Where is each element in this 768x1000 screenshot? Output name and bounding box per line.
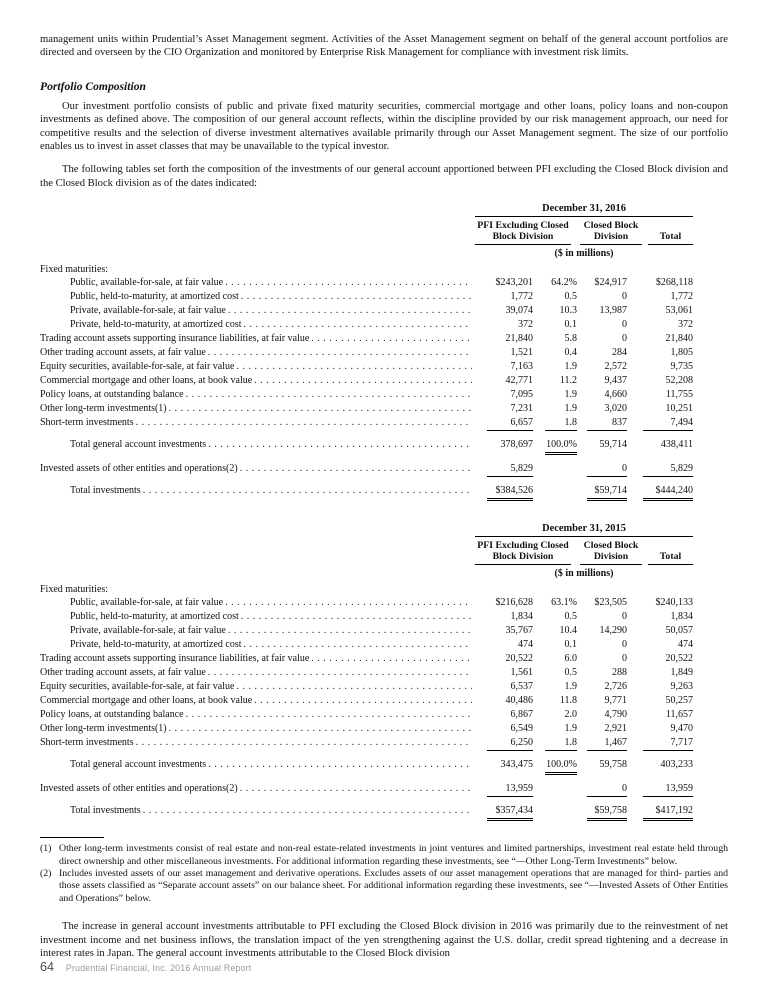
table-row bbox=[40, 276, 728, 290]
section-heading: Portfolio Composition bbox=[40, 79, 146, 93]
row-label: Short-term investments . . . bbox=[40, 416, 475, 431]
dot-leader bbox=[240, 462, 472, 477]
row-label: Public, held-to-maturity, at amortized cost . . . bbox=[40, 610, 475, 624]
table-row bbox=[40, 304, 728, 318]
table-row bbox=[40, 708, 728, 722]
cell-pfi-amount: 40,486 bbox=[505, 695, 533, 707]
cell-pfi-percent: 11.2 bbox=[559, 375, 577, 387]
table-row bbox=[40, 624, 728, 638]
cell-pfi-percent: 1.9 bbox=[564, 361, 577, 373]
cell-total-amount: 1,834 bbox=[670, 611, 693, 623]
cell-closed-block-amount bbox=[577, 583, 627, 596]
table-row bbox=[40, 638, 728, 652]
row-label: Trading account assets supporting insurance liabilities, at fair value . . . bbox=[40, 652, 475, 666]
cell-pfi-percent: 0.1 bbox=[564, 319, 577, 331]
cell-total-amount: 5,829 bbox=[627, 462, 693, 477]
dot-leader bbox=[241, 610, 472, 624]
cell-pfi-amount: 6,867 bbox=[510, 709, 533, 721]
cell-closed-block-amount: $59,758 bbox=[577, 804, 627, 821]
row-label: Fixed maturities: bbox=[40, 584, 109, 596]
cell-pfi-percent bbox=[533, 263, 577, 276]
row-label: Invested assets of other entities and operations(2) . . . bbox=[40, 462, 475, 477]
cell-closed-block-amount: 4,790 bbox=[604, 709, 627, 721]
table-row bbox=[40, 263, 728, 276]
table-row bbox=[40, 596, 728, 610]
cell-pfi-percent: 100.0% bbox=[533, 438, 577, 455]
cell-closed-block-amount: 0 bbox=[622, 639, 627, 651]
footnote-marker: (1) bbox=[40, 843, 52, 855]
cell-total-amount: 1,849 bbox=[670, 667, 693, 679]
table-row bbox=[40, 722, 728, 736]
table-row bbox=[40, 318, 728, 332]
cell-pfi-amount: 5,829 bbox=[475, 462, 533, 477]
dot-leader bbox=[208, 666, 472, 680]
cell-pfi-amount: 372 bbox=[518, 319, 533, 331]
cell-total-amount: 7,717 bbox=[627, 736, 693, 751]
cell-pfi-amount: 343,475 bbox=[500, 759, 533, 771]
dot-leader bbox=[311, 332, 472, 346]
col-header-closed-block: Closed Block Division bbox=[580, 220, 642, 245]
cell-pfi-percent: 1.9 bbox=[564, 389, 577, 401]
tables-intro-paragraph: The following tables set forth the composition of the investments of our general account apportioned between PFI excluding the Closed Block division and the Closed Block division as of the dates indicated: bbox=[40, 164, 728, 189]
cell-pfi-amount: 13,959 bbox=[475, 782, 533, 797]
col-header-pfi: PFI Excluding Closed Block Division bbox=[475, 220, 571, 245]
cell-pfi-amount: $384,526 bbox=[475, 484, 533, 501]
dot-leader bbox=[241, 290, 472, 304]
cell-pfi-percent: 10.3 bbox=[559, 305, 577, 317]
page-number: 64 bbox=[40, 960, 54, 974]
cell-closed-block-amount: 4,660 bbox=[604, 389, 627, 401]
table-row bbox=[40, 666, 728, 680]
cell-total-amount: 52,208 bbox=[665, 375, 693, 387]
cell-closed-block-amount: 59,714 bbox=[599, 439, 627, 451]
cell-closed-block-amount: 14,290 bbox=[599, 625, 627, 637]
cell-closed-block-amount: 0 bbox=[622, 653, 627, 665]
cell-pfi-percent: 1.8 bbox=[533, 416, 577, 431]
table-row bbox=[40, 290, 728, 304]
dot-leader bbox=[169, 402, 472, 416]
table-date-header: December 31, 2015 bbox=[475, 523, 693, 537]
intro-paragraph: Our investment portfolio consists of public and private fixed maturity securities, commercial mortgage and other loans, policy loans and non-coupon investments as defined above. The composition of our general account reflects, within the discipline provided by our risk management approach, our need for competitive results and the selection of diverse investment alternatives available primarily through our Asset Management segment. The size of our portfolio enables us to invest in asset classes that may be unavailable to the typical investor. bbox=[40, 100, 728, 153]
cell-closed-block-amount: 3,020 bbox=[604, 403, 627, 415]
cell-closed-block-amount: 2,572 bbox=[604, 361, 627, 373]
cell-pfi-percent: 1.9 bbox=[564, 723, 577, 735]
cell-total-amount: 1,805 bbox=[670, 347, 693, 359]
dot-leader bbox=[244, 638, 472, 652]
table-row bbox=[40, 374, 728, 388]
cell-total-amount: 21,840 bbox=[665, 333, 693, 345]
total-general-row bbox=[40, 758, 728, 775]
footnote-1 bbox=[40, 843, 728, 868]
cell-pfi-amount bbox=[475, 263, 533, 276]
cell-closed-block-amount: 9,437 bbox=[604, 375, 627, 387]
dot-leader bbox=[240, 782, 472, 797]
dot-leader bbox=[254, 374, 472, 388]
row-label: Invested assets of other entities and operations(2) . . . bbox=[40, 782, 475, 797]
row-label: Total general account investments . . . bbox=[40, 438, 475, 455]
cell-total-amount: 9,735 bbox=[670, 361, 693, 373]
page-footer bbox=[40, 960, 251, 974]
table-row bbox=[40, 583, 728, 596]
units-label: ($ in millions) bbox=[554, 568, 614, 580]
table-rows-2016 bbox=[40, 263, 728, 431]
cell-pfi-amount: 39,074 bbox=[505, 305, 533, 317]
table-row bbox=[40, 332, 728, 346]
row-label: Policy loans, at outstanding balance . . . bbox=[40, 708, 475, 722]
cell-total-amount: 1,772 bbox=[670, 291, 693, 303]
dot-leader bbox=[143, 804, 472, 821]
total-investments-row bbox=[40, 484, 728, 501]
cell-total-amount: 7,494 bbox=[627, 416, 693, 431]
table-row bbox=[40, 388, 728, 402]
cell-closed-block-amount: 837 bbox=[577, 416, 627, 431]
cell-total-amount: 9,263 bbox=[670, 681, 693, 693]
footnote-2 bbox=[40, 868, 728, 905]
col-header-pfi: PFI Excluding Closed Block Division bbox=[475, 540, 571, 565]
cell-closed-block-amount: 0 bbox=[577, 782, 627, 797]
cell-pfi-amount: $357,434 bbox=[475, 804, 533, 821]
cell-pfi-percent bbox=[533, 782, 577, 797]
cell-pfi-percent bbox=[533, 462, 577, 477]
dot-leader bbox=[236, 360, 472, 374]
row-label: Commercial mortgage and other loans, at book value . . . bbox=[40, 374, 475, 388]
row-label: Public, available-for-sale, at fair value . . . bbox=[40, 276, 475, 290]
cell-closed-block-amount: 284 bbox=[612, 347, 627, 359]
cell-pfi-amount bbox=[475, 583, 533, 596]
total-investments-row bbox=[40, 804, 728, 821]
invested-assets-row bbox=[40, 462, 728, 477]
cell-pfi-percent: 0.5 bbox=[564, 291, 577, 303]
footnote-text: Includes invested assets of our asset management and derivative operations. Excludes assets of our asset management operations that are managed for third- parties and those assets classified as “Separate account assets” on our balance sheet. For additional information regarding these investments, see “—Invested Assets of Other Entities and Operations” below. bbox=[59, 868, 728, 904]
cell-total-amount: 50,057 bbox=[665, 625, 693, 637]
cell-total-amount: 11,657 bbox=[665, 709, 693, 721]
table-header-2016 bbox=[40, 203, 728, 263]
col-header-closed-block: Closed Block Division bbox=[580, 540, 642, 565]
cell-total-amount: 9,470 bbox=[670, 723, 693, 735]
row-label: Policy loans, at outstanding balance . . . bbox=[40, 388, 475, 402]
dot-leader bbox=[225, 276, 472, 290]
dot-leader bbox=[311, 652, 472, 666]
row-label: Private, held-to-maturity, at amortized cost . . . bbox=[40, 318, 475, 332]
cell-pfi-percent bbox=[533, 804, 577, 821]
cell-closed-block-amount: 9,771 bbox=[604, 695, 627, 707]
row-label: Other long-term investments(1) . . . bbox=[40, 402, 475, 416]
cell-pfi-percent: 6.0 bbox=[564, 653, 577, 665]
cell-pfi-percent: 1.8 bbox=[533, 736, 577, 751]
cell-pfi-amount: 20,522 bbox=[505, 653, 533, 665]
cell-pfi-percent: 0.1 bbox=[564, 639, 577, 651]
footnote-divider bbox=[40, 837, 104, 838]
cell-pfi-percent: 63.1% bbox=[551, 597, 577, 609]
cell-total-amount: 474 bbox=[678, 639, 693, 651]
cell-pfi-amount: $216,628 bbox=[495, 597, 533, 609]
row-label: Commercial mortgage and other loans, at book value . . . bbox=[40, 694, 475, 708]
cell-closed-block-amount: $24,917 bbox=[594, 277, 627, 289]
table-header-2015 bbox=[40, 523, 728, 583]
dot-leader bbox=[186, 708, 472, 722]
top-paragraph: management units within Prudential’s Asset Management segment. Activities of the Asset Management segment on behalf of the general account portfolios are directed and overseen by the CIO Organization and monitored by Enterprise Risk Management for compliance with investment risk limits. bbox=[40, 34, 728, 59]
cell-pfi-percent: 64.2% bbox=[551, 277, 577, 289]
cell-closed-block-amount: 0 bbox=[622, 333, 627, 345]
dot-leader bbox=[254, 694, 472, 708]
row-label: Total investments . . . bbox=[40, 484, 475, 501]
cell-total-amount: 403,233 bbox=[660, 759, 693, 771]
cell-pfi-percent: 0.5 bbox=[564, 667, 577, 679]
cell-closed-block-amount: 288 bbox=[612, 667, 627, 679]
cell-pfi-amount: 7,163 bbox=[510, 361, 533, 373]
dot-leader bbox=[244, 318, 472, 332]
cell-pfi-percent: 1.9 bbox=[564, 681, 577, 693]
cell-total-amount: $417,192 bbox=[627, 804, 693, 821]
cell-pfi-amount: 1,772 bbox=[510, 291, 533, 303]
cell-pfi-amount: 42,771 bbox=[505, 375, 533, 387]
cell-total-amount: 13,959 bbox=[627, 782, 693, 797]
cell-pfi-percent: 2.0 bbox=[564, 709, 577, 721]
row-label: Private, held-to-maturity, at amortized cost . . . bbox=[40, 638, 475, 652]
table-rows-2015 bbox=[40, 583, 728, 751]
cell-closed-block-amount: $59,714 bbox=[577, 484, 627, 501]
dot-leader bbox=[236, 680, 472, 694]
row-label: Short-term investments . . . bbox=[40, 736, 475, 751]
cell-total-amount: 20,522 bbox=[665, 653, 693, 665]
cell-pfi-amount: 7,095 bbox=[510, 389, 533, 401]
cell-closed-block-amount: 2,726 bbox=[604, 681, 627, 693]
cell-total-amount: $268,118 bbox=[655, 277, 693, 289]
cell-total-amount: 53,061 bbox=[665, 305, 693, 317]
cell-pfi-percent bbox=[533, 583, 577, 596]
cell-pfi-amount: $243,201 bbox=[495, 277, 533, 289]
cell-total-amount: $240,133 bbox=[655, 597, 693, 609]
dot-leader bbox=[208, 758, 472, 775]
dot-leader bbox=[208, 438, 472, 455]
row-label: Total investments . . . bbox=[40, 804, 475, 821]
table-row bbox=[40, 360, 728, 374]
table-row bbox=[40, 652, 728, 666]
dot-leader bbox=[225, 596, 472, 610]
units-label: ($ in millions) bbox=[554, 248, 614, 260]
cell-closed-block-amount: $23,505 bbox=[594, 597, 627, 609]
cell-pfi-amount: 6,537 bbox=[510, 681, 533, 693]
table-row bbox=[40, 346, 728, 360]
col-header-total: Total bbox=[648, 231, 693, 245]
row-label: Other trading account assets, at fair value . . . bbox=[40, 666, 475, 680]
closing-paragraph: The increase in general account investments attributable to PFI excluding the Closed Block division in 2016 was primarily due to the reinvestment of net investment income and net business inflows, the translation impact of the yen strengthening against the U.S. dollar, credit spread tightening and a decrease in interest rates in Japan. The general account investments attributable to the Closed Block division bbox=[40, 921, 728, 960]
cell-closed-block-amount: 13,987 bbox=[599, 305, 627, 317]
cell-total-amount: 438,411 bbox=[660, 439, 693, 451]
cell-total-amount: $444,240 bbox=[627, 484, 693, 501]
dot-leader bbox=[143, 484, 472, 501]
row-label: Equity securities, available-for-sale, at fair value . . . bbox=[40, 680, 475, 694]
cell-pfi-amount: 6,657 bbox=[475, 416, 533, 431]
dot-leader bbox=[169, 722, 472, 736]
invested-assets-row bbox=[40, 782, 728, 797]
row-label: Private, available-for-sale, at fair value . . . bbox=[40, 624, 475, 638]
cell-closed-block-amount: 0 bbox=[622, 319, 627, 331]
table-row bbox=[40, 736, 728, 751]
row-label: Equity securities, available-for-sale, at fair value . . . bbox=[40, 360, 475, 374]
cell-total-amount: 372 bbox=[678, 319, 693, 331]
cell-closed-block-amount: 2,921 bbox=[604, 723, 627, 735]
dot-leader bbox=[186, 388, 472, 402]
table-row bbox=[40, 694, 728, 708]
cell-closed-block-amount: 1,467 bbox=[577, 736, 627, 751]
footer-report-title: Prudential Financial, Inc. 2016 Annual Report bbox=[65, 963, 252, 973]
cell-pfi-percent: 0.4 bbox=[564, 347, 577, 359]
cell-pfi-amount: 6,250 bbox=[475, 736, 533, 751]
cell-pfi-percent bbox=[533, 484, 577, 501]
row-label: Private, available-for-sale, at fair value . . . bbox=[40, 304, 475, 318]
cell-closed-block-amount: 0 bbox=[622, 291, 627, 303]
dot-leader bbox=[136, 736, 472, 751]
table-row bbox=[40, 610, 728, 624]
cell-pfi-amount: 1,561 bbox=[510, 667, 533, 679]
row-label: Other trading account assets, at fair value . . . bbox=[40, 346, 475, 360]
cell-total-amount bbox=[627, 583, 693, 596]
cell-pfi-amount: 474 bbox=[518, 639, 533, 651]
row-label: Trading account assets supporting insurance liabilities, at fair value . . . bbox=[40, 332, 475, 346]
row-label: Public, held-to-maturity, at amortized cost . . . bbox=[40, 290, 475, 304]
table-row bbox=[40, 416, 728, 431]
cell-pfi-amount: 1,834 bbox=[510, 611, 533, 623]
col-header-total: Total bbox=[648, 551, 693, 565]
dot-leader bbox=[208, 346, 472, 360]
footnote-marker: (2) bbox=[40, 868, 52, 880]
dot-leader bbox=[228, 304, 472, 318]
investments-table-2016 bbox=[40, 203, 728, 501]
dot-leader bbox=[136, 416, 472, 431]
cell-pfi-percent: 11.8 bbox=[559, 695, 577, 707]
cell-pfi-amount: 7,231 bbox=[510, 403, 533, 415]
row-label: Other long-term investments(1) . . . bbox=[40, 722, 475, 736]
cell-pfi-percent: 1.9 bbox=[564, 403, 577, 415]
cell-closed-block-amount: 59,758 bbox=[599, 759, 627, 771]
total-general-row bbox=[40, 438, 728, 455]
cell-total-amount: 11,755 bbox=[665, 389, 693, 401]
cell-pfi-percent: 100.0% bbox=[533, 758, 577, 775]
dot-leader bbox=[228, 624, 472, 638]
cell-closed-block-amount: 0 bbox=[622, 611, 627, 623]
table-row bbox=[40, 680, 728, 694]
row-label: Fixed maturities: bbox=[40, 264, 109, 276]
cell-total-amount bbox=[627, 263, 693, 276]
cell-closed-block-amount bbox=[577, 263, 627, 276]
investments-table-2015 bbox=[40, 523, 728, 821]
cell-pfi-amount: 1,521 bbox=[510, 347, 533, 359]
cell-pfi-amount: 35,767 bbox=[505, 625, 533, 637]
table-row bbox=[40, 402, 728, 416]
table-date-header: December 31, 2016 bbox=[475, 203, 693, 217]
footnote-text: Other long-term investments consist of real estate and non-real estate-related investments in joint ventures and limited partnerships, investment real estate held through direct ownership and other miscellaneous investments. For additional information regarding these investments, see “—Other Long-Term Investments” below. bbox=[59, 843, 728, 867]
cell-closed-block-amount: 0 bbox=[577, 462, 627, 477]
cell-pfi-amount: 6,549 bbox=[510, 723, 533, 735]
cell-pfi-amount: 21,840 bbox=[505, 333, 533, 345]
row-label: Public, available-for-sale, at fair value . . . bbox=[40, 596, 475, 610]
cell-total-amount: 10,251 bbox=[665, 403, 693, 415]
cell-pfi-percent: 10.4 bbox=[559, 625, 577, 637]
cell-pfi-percent: 5.8 bbox=[564, 333, 577, 345]
cell-total-amount: 50,257 bbox=[665, 695, 693, 707]
cell-pfi-percent: 0.5 bbox=[564, 611, 577, 623]
cell-pfi-amount: 378,697 bbox=[500, 439, 533, 451]
row-label: Total general account investments . . . bbox=[40, 758, 475, 775]
